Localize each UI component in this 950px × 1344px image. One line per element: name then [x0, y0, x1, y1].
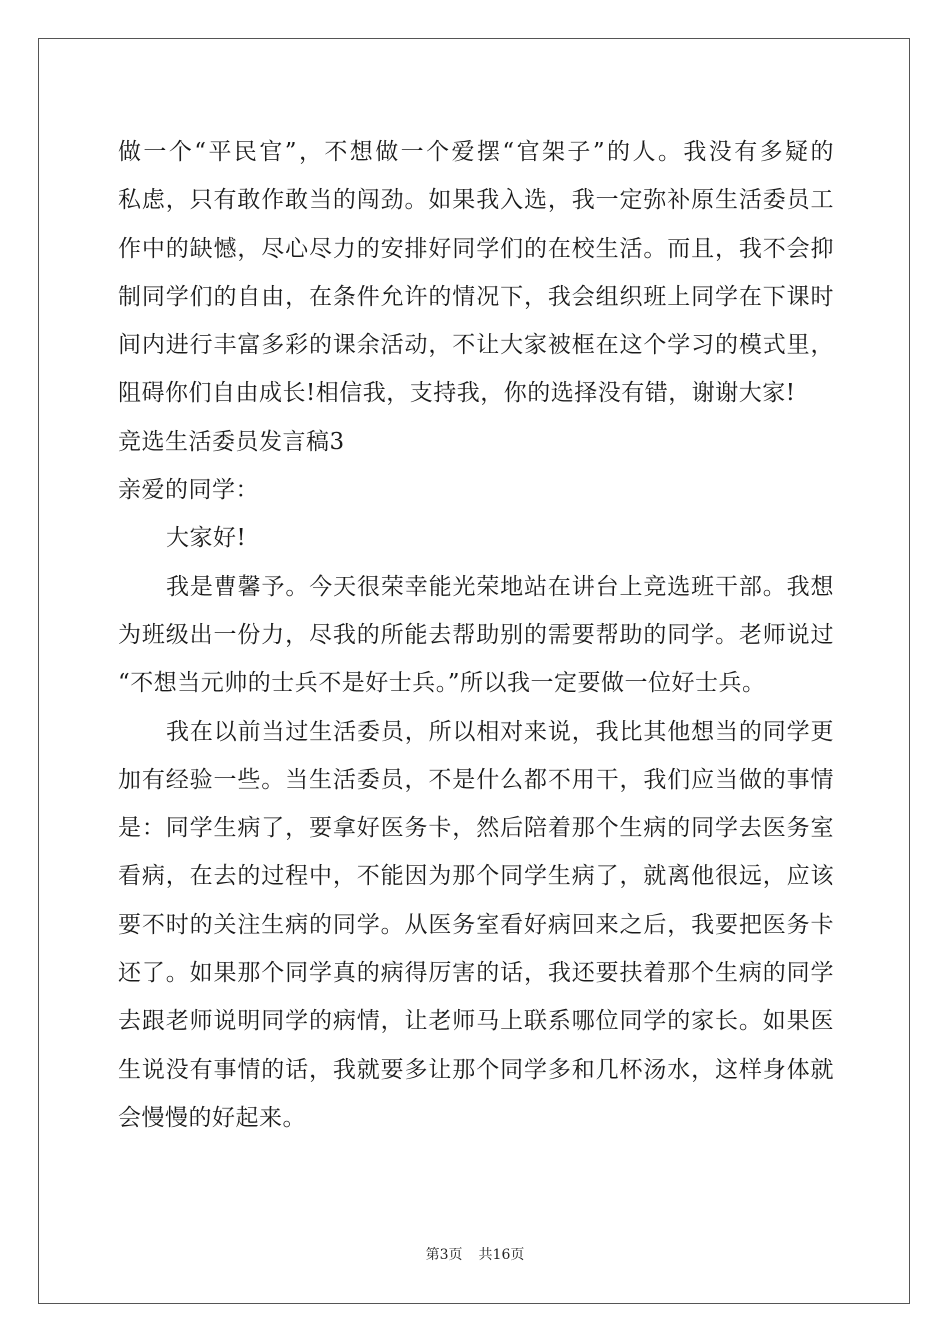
- body-line: 私虑，只有敢作敢当的闯劲。如果我入选，我一定弥补原生活委员工: [118, 187, 834, 214]
- body-line: 我在以前当过生活委员，所以相对来说，我比其他想当的同学更: [166, 718, 834, 745]
- body-line: 为班级出一份力，尽我的所能去帮助别的需要帮助的同学。老师说过: [118, 621, 834, 648]
- body-line: 作中的缺憾，尽心尽力的安排好同学们的在校生活。而且，我不会抑: [118, 235, 834, 262]
- body-line: 会慢慢的好起来。: [118, 1104, 306, 1131]
- page-footer: [0, 1244, 950, 1264]
- body-line: 阻碍你们自由成长!相信我，支持我，你的选择没有错，谢谢大家!: [118, 380, 796, 407]
- body-line: 要不时的关注生病的同学。从医务室看好病回来之后，我要把医务卡: [118, 911, 834, 938]
- body-line: 看病，在去的过程中，不能因为那个同学生病了，就离他很远，应该: [118, 863, 834, 890]
- body-line: “不想当元帅的士兵不是好士兵。”所以我一定要做一位好士兵。: [118, 670, 766, 697]
- body-line: 是：同学生病了，要拿好医务卡，然后陪着那个生病的同学去医务室: [118, 815, 834, 842]
- greeting: 大家好!: [166, 525, 247, 552]
- body-line: 加有经验一些。当生活委员，不是什么都不用干，我们应当做的事情: [118, 766, 834, 793]
- body-line: 去跟老师说明同学的病情，让老师马上联系哪位同学的家长。如果医: [118, 1008, 834, 1035]
- salutation: 亲爱的同学：: [118, 477, 259, 504]
- page-total: 共16页: [478, 1247, 525, 1263]
- body-line: 还了。如果那个同学真的病得厉害的话，我还要扶着那个生病的同学: [118, 960, 834, 987]
- body-line: 做一个“平民官”，不想做一个爱摆“官架子”的人。我没有多疑的: [118, 139, 834, 165]
- body-line: 间内进行丰富多彩的课余活动，不让大家被框在这个学习的模式里，: [118, 332, 834, 359]
- body-line: 生说没有事情的话，我就要多让那个同学多和几杯汤水，这样身体就: [118, 1056, 834, 1083]
- section-heading: 竞选生活委员发言稿3: [118, 428, 345, 455]
- body-line: 我是曹馨予。今天很荣幸能光荣地站在讲台上竞选班干部。我想: [166, 573, 834, 600]
- document-body: [118, 128, 834, 1142]
- body-line: 制同学们的自由，在条件允许的情况下，我会组织班上同学在下课时: [118, 283, 834, 310]
- page-number: 第3页: [425, 1247, 463, 1263]
